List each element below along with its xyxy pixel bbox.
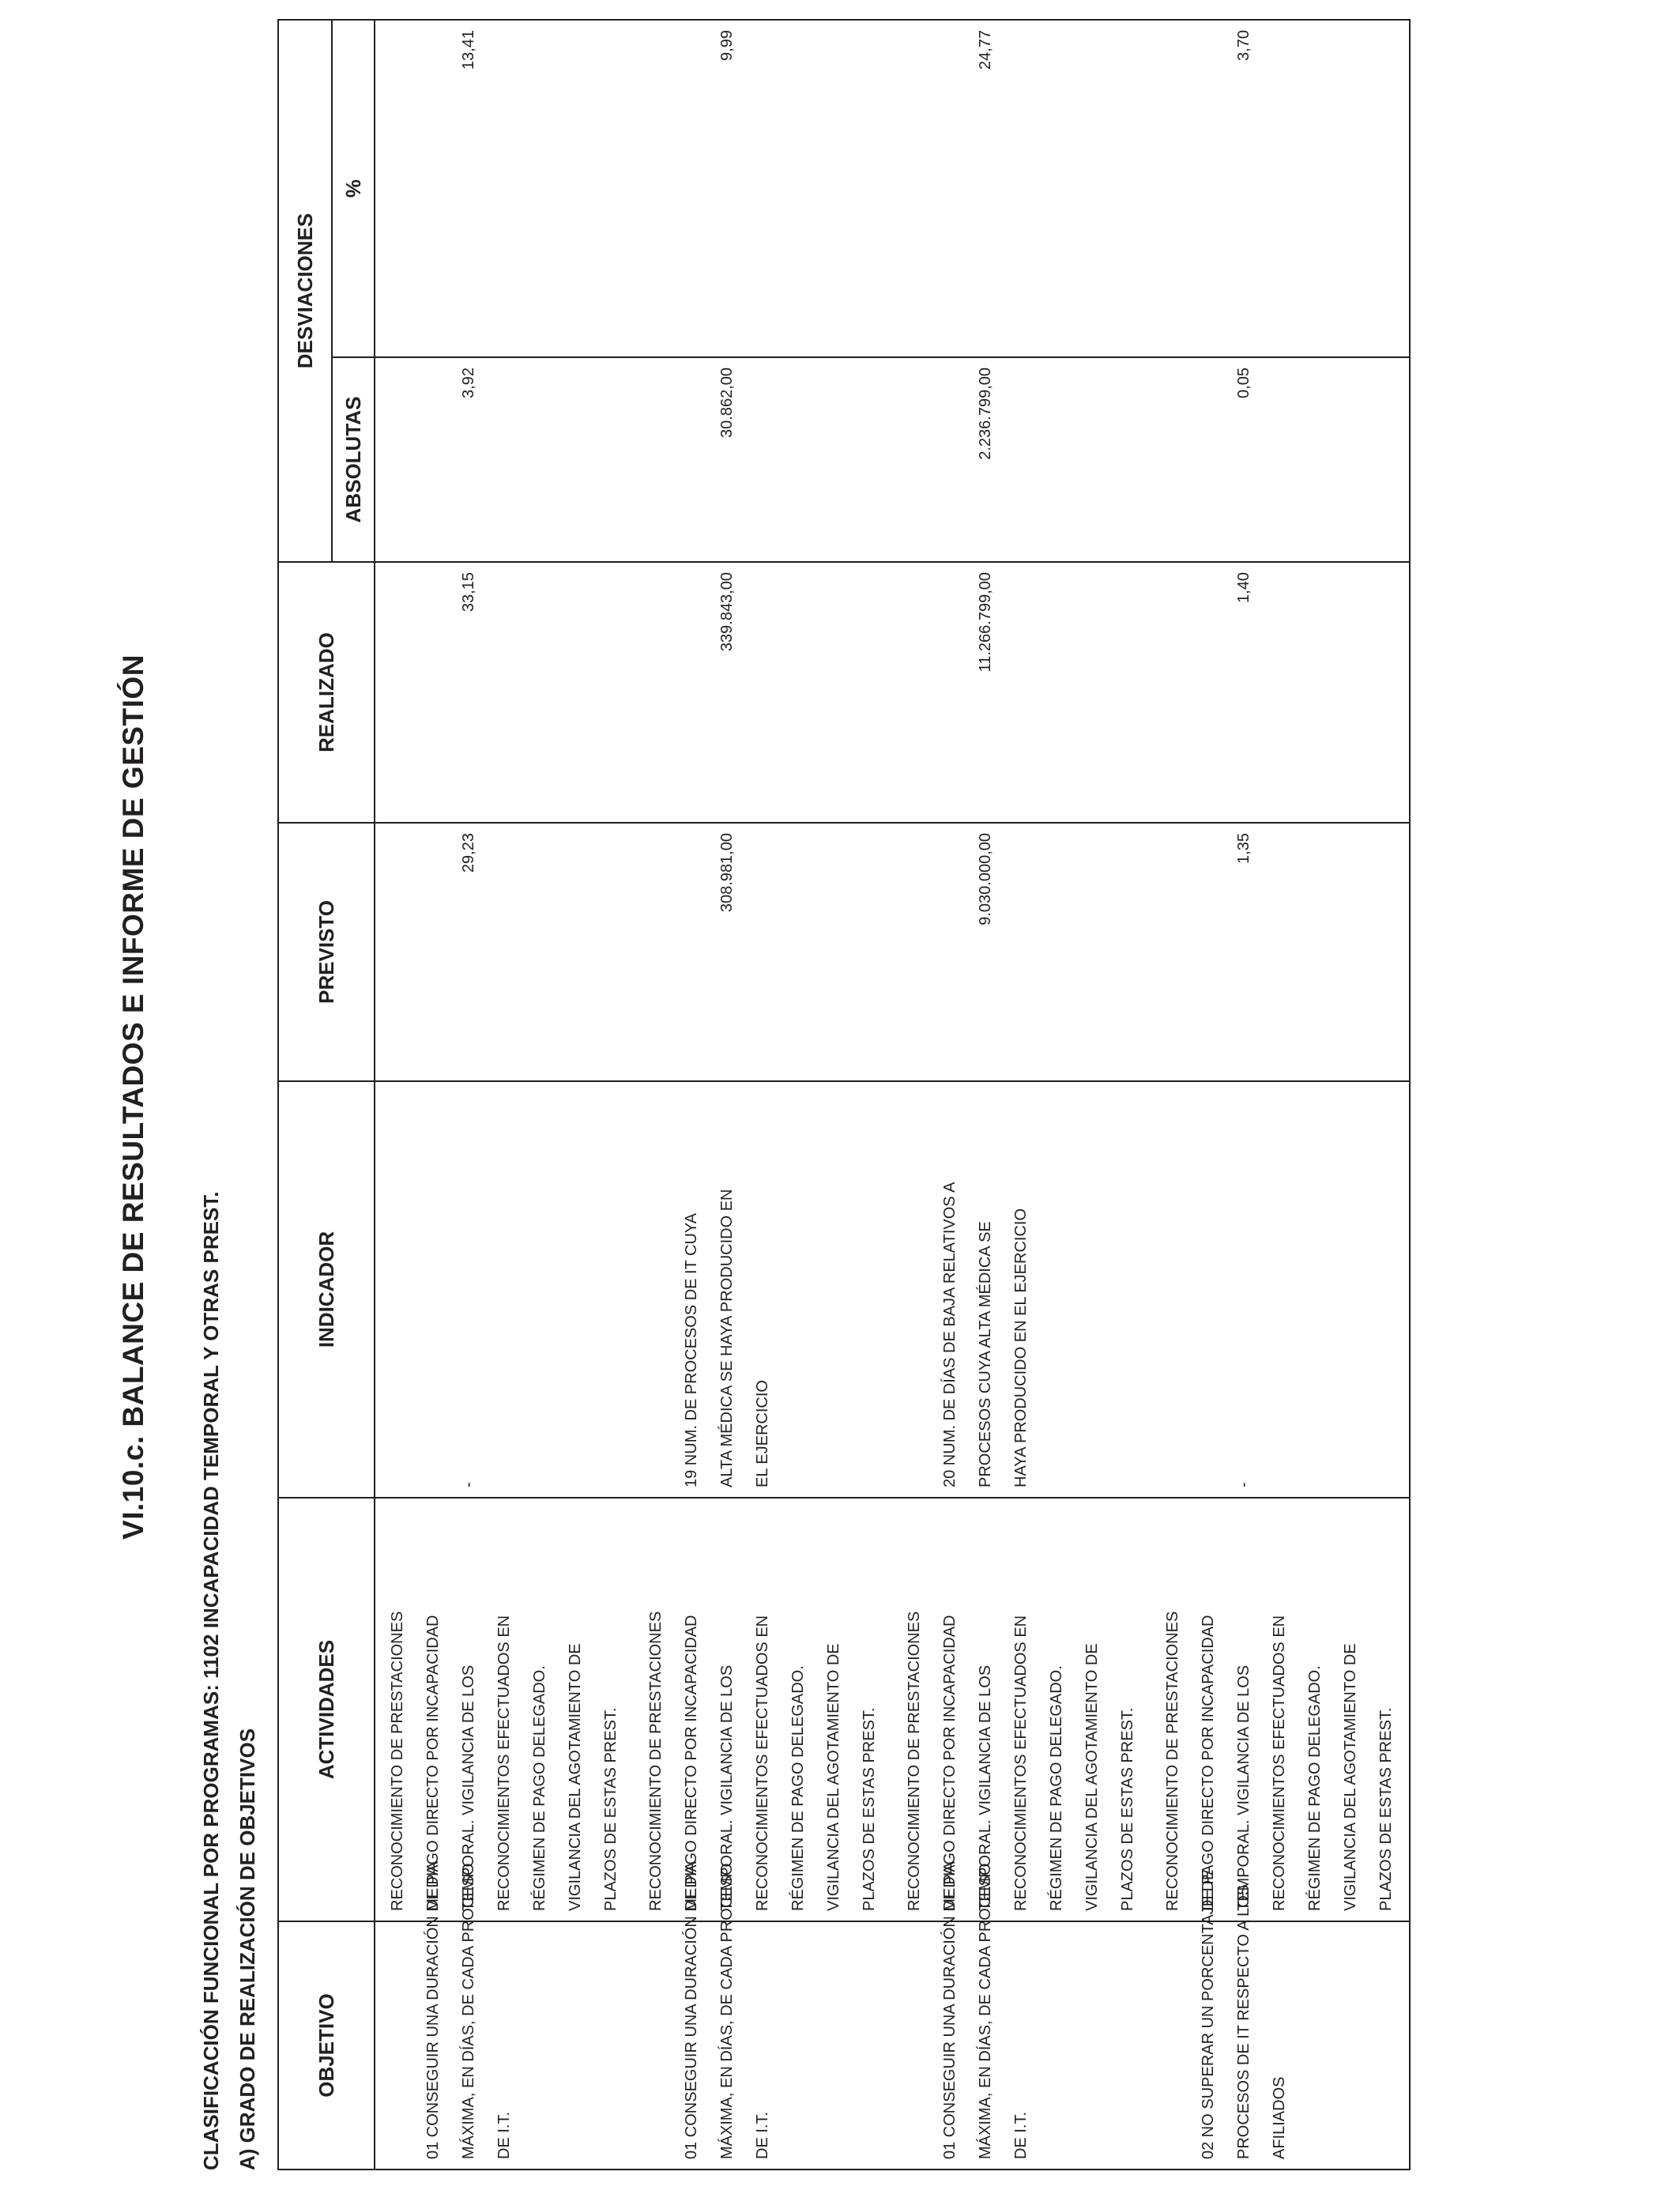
objetivo-text: MÁXIMA, EN DÍAS, DE CADA PROCESO — [718, 1863, 736, 2159]
realizado-text — [1155, 572, 1191, 812]
cell-objetivo — [892, 1861, 1151, 2169]
realizado-text — [674, 572, 710, 812]
realizado-text: 11.266.799,00 — [977, 572, 994, 673]
actividades-text: TEMPORAL. VIGILANCIA DE LOS — [460, 1664, 477, 1911]
realizado-text — [380, 572, 416, 812]
actividades-text: PLAZOS DE ESTAS PREST. — [602, 1707, 620, 1911]
indicador-text — [638, 1088, 674, 1487]
cell-objetivo — [375, 1861, 634, 2169]
table-row — [892, 20, 1151, 2169]
absolutas-text — [674, 368, 710, 552]
actividades-text: DE PAGO DIRECTO POR INCAPACIDAD — [424, 1615, 442, 1911]
header-absolutas: ABSOLUTAS — [332, 357, 375, 562]
program-subtitle: CLASIFICACIÓN FUNCIONAL POR PROGRAMAS: 1102 INCAPACIDAD TEMPORAL Y OTRAS PREST. — [199, 1191, 223, 2170]
section-heading: A) GRADO DE REALIZACIÓN DE OBJETIVOS — [235, 1728, 259, 2170]
actividades-text: DE PAGO DIRECTO POR INCAPACIDAD — [683, 1615, 700, 1911]
indicador-text: ALTA MÉDICA SE HAYA PRODUCIDO EN — [718, 1189, 736, 1487]
cell-previsto — [375, 823, 634, 1081]
indicador-text — [380, 1088, 416, 1487]
indicador-text — [1191, 1088, 1226, 1487]
porcentaje-text — [1191, 30, 1226, 347]
cell-objetivo — [1151, 1869, 1410, 2169]
porcentaje-text — [380, 30, 416, 347]
objetivo-text: 01 CONSEGUIR UNA DURACIÓN MEDIA — [424, 1861, 442, 2159]
indicador-text: EL EJERCICIO — [754, 1380, 771, 1487]
previsto-text — [1191, 833, 1226, 1071]
porcentaje-text: 13,41 — [460, 30, 477, 70]
previsto-text: 308.981,00 — [718, 833, 736, 913]
cell-realizado — [634, 562, 892, 823]
objetivo-text: MÁXIMA, EN DÍAS, DE CADA PROCESO — [460, 1863, 477, 2159]
header-indicador: INDICADOR — [278, 1081, 375, 1498]
actividades-text: PLAZOS DE ESTAS PREST. — [1119, 1707, 1136, 1911]
cell-actividades — [892, 1498, 1151, 1921]
cell-indicador — [1151, 1081, 1410, 1498]
porcentaje-text — [416, 30, 451, 347]
actividades-text: PLAZOS DE ESTAS PREST. — [1377, 1707, 1395, 1911]
cell-absolutas — [1151, 357, 1410, 562]
previsto-text: 29,23 — [460, 833, 477, 873]
indicador-text: - — [1235, 1482, 1252, 1487]
header-realizado: REALIZADO — [278, 562, 375, 823]
cell-indicador — [634, 1081, 892, 1498]
absolutas-text: 0,05 — [1235, 368, 1252, 398]
actividades-text: RECONOCIMIENTOS EFECTUADOS EN — [495, 1615, 513, 1911]
table-row — [375, 20, 634, 2169]
objetivo-text — [897, 1928, 932, 2159]
previsto-text: 1,35 — [1235, 833, 1252, 864]
objetivo-text: DE I.T. — [754, 2111, 771, 2159]
cell-porcentaje — [375, 20, 634, 357]
objetivo-text: AFILIADOS — [1271, 2076, 1288, 2159]
porcentaje-text — [674, 30, 710, 347]
actividades-text: RECONOCIMIENTOS EFECTUADOS EN — [1271, 1615, 1288, 1911]
cell-porcentaje — [892, 20, 1151, 357]
header-row — [278, 20, 332, 2169]
cell-porcentaje — [634, 20, 892, 357]
porcentaje-text — [1155, 30, 1191, 347]
objetivo-text: PROCESOS DE IT RESPECTO A LOS — [1235, 1884, 1252, 2159]
porcentaje-text: 24,77 — [977, 30, 994, 70]
absolutas-text — [1155, 368, 1191, 552]
absolutas-text: 3,92 — [460, 368, 477, 398]
actividades-text: VIGILANCIA DEL AGOTAMIENTO DE — [1083, 1643, 1101, 1911]
porcentaje-text — [897, 30, 932, 347]
indicador-text: 19 NUM. DE PROCESOS DE IT CUYA — [683, 1212, 700, 1487]
realizado-text — [638, 572, 674, 812]
realizado-text: 1,40 — [1235, 572, 1252, 603]
absolutas-text — [638, 368, 674, 552]
indicador-text — [897, 1088, 932, 1487]
cell-actividades — [634, 1498, 892, 1921]
cell-objetivo — [634, 1861, 892, 2169]
actividades-text: RECONOCIMIENTO DE PRESTACIONES — [389, 1611, 406, 1911]
previsto-text — [416, 833, 451, 1071]
actividades-text: TEMPORAL. VIGILANCIA DE LOS — [977, 1664, 994, 1911]
actividades-text: RECONOCIMIENTO DE PRESTACIONES — [647, 1611, 665, 1911]
previsto-text — [897, 833, 932, 1071]
indicador-text — [1155, 1088, 1191, 1487]
actividades-text: RÉGIMEN DE PAGO DELEGADO. — [1306, 1665, 1324, 1911]
actividades-text: VIGILANCIA DEL AGOTAMIENTO DE — [567, 1643, 584, 1911]
actividades-text: DE PAGO DIRECTO POR INCAPACIDAD — [941, 1615, 959, 1911]
absolutas-text — [897, 368, 932, 552]
absolutas-text — [1191, 368, 1226, 552]
header-objetivo: OBJETIVO — [278, 1921, 375, 2169]
objetivo-text: 02 NO SUPERAR UN PORCENTAJE DE — [1200, 1869, 1217, 2159]
objetivo-text: 01 CONSEGUIR UNA DURACIÓN MEDIA — [941, 1861, 959, 2159]
cell-indicador — [892, 1081, 1151, 1498]
header-desviaciones: DESVIACIONES — [278, 20, 332, 562]
header-previsto: PREVISTO — [278, 823, 375, 1081]
indicador-text: PROCESOS CUYA ALTA MÉDICA SE — [977, 1221, 994, 1487]
actividades-text: RÉGIMEN DE PAGO DELEGADO. — [789, 1665, 807, 1911]
indicador-text: 20 NUM. DE DÍAS DE BAJA RELATIVOS A — [941, 1182, 959, 1487]
objetivo-text — [638, 1928, 674, 2159]
absolutas-text — [380, 368, 416, 552]
objetivo-text: DE I.T. — [495, 2111, 513, 2159]
realizado-text: 339.843,00 — [718, 572, 736, 652]
actividades-text: RECONOCIMIENTO DE PRESTACIONES — [1164, 1611, 1181, 1911]
actividades-text: RÉGIMEN DE PAGO DELEGADO. — [531, 1665, 548, 1911]
cell-actividades — [375, 1498, 634, 1921]
actividades-text: RÉGIMEN DE PAGO DELEGADO. — [1048, 1665, 1065, 1911]
cell-indicador — [375, 1081, 634, 1498]
cell-absolutas — [634, 357, 892, 562]
previsto-text: 9.030.000,00 — [977, 833, 994, 925]
cell-previsto — [634, 823, 892, 1081]
actividades-text: PLAZOS DE ESTAS PREST. — [861, 1707, 878, 1911]
porcentaje-text — [932, 30, 968, 347]
objetivo-text: DE I.T. — [1012, 2111, 1030, 2159]
table-row — [1151, 20, 1410, 2169]
objetivo-text — [1155, 1928, 1191, 2159]
absolutas-text: 30.862,00 — [718, 368, 736, 438]
actividades-text: RECONOCIMIENTOS EFECTUADOS EN — [1012, 1615, 1030, 1911]
cell-realizado — [375, 562, 634, 823]
header-actividades: ACTIVIDADES — [278, 1498, 375, 1921]
indicador-text: - — [460, 1482, 477, 1487]
absolutas-text: 2.236.799,00 — [977, 368, 994, 460]
actividades-text: VIGILANCIA DEL AGOTAMIENTO DE — [825, 1643, 842, 1911]
realizado-text: 33,15 — [460, 572, 477, 613]
objectives-table — [277, 19, 1411, 2170]
cell-actividades — [1151, 1498, 1410, 1921]
actividades-text: VIGILANCIA DEL AGOTAMIENTO DE — [1342, 1643, 1359, 1911]
cell-absolutas — [375, 357, 634, 562]
absolutas-text — [416, 368, 451, 552]
table-body — [375, 20, 1410, 2169]
previsto-text — [932, 833, 968, 1071]
indicador-text: HAYA PRODUCIDO EN EL EJERCICIO — [1012, 1208, 1030, 1487]
cell-porcentaje — [1151, 20, 1410, 357]
cell-realizado — [892, 562, 1151, 823]
objetivo-text: MÁXIMA, EN DÍAS, DE CADA PROCESO — [977, 1863, 994, 2159]
cell-previsto — [1151, 823, 1410, 1081]
previsto-text — [380, 833, 416, 1071]
page-title: VI.10.c. BALANCE DE RESULTADOS E INFORME DE GESTIÓN — [117, 654, 149, 1540]
absolutas-text — [932, 368, 968, 552]
indicador-text — [416, 1088, 451, 1487]
cell-previsto — [892, 823, 1151, 1081]
porcentaje-text: 3,70 — [1235, 30, 1252, 61]
realizado-text — [897, 572, 932, 812]
previsto-text — [638, 833, 674, 1071]
cell-absolutas — [892, 357, 1151, 562]
actividades-text: RECONOCIMIENTO DE PRESTACIONES — [906, 1611, 923, 1911]
realizado-text — [1191, 572, 1226, 812]
porcentaje-text — [638, 30, 674, 347]
table-row — [634, 20, 892, 2169]
cell-realizado — [1151, 562, 1410, 823]
objetivo-text — [380, 1928, 416, 2159]
actividades-text: TEMPORAL. VIGILANCIA DE LOS — [718, 1664, 736, 1911]
actividades-text: TEMPORAL. VIGILANCIA DE LOS — [1235, 1664, 1252, 1911]
actividades-text: DE PAGO DIRECTO POR INCAPACIDAD — [1200, 1615, 1217, 1911]
previsto-text — [1155, 833, 1191, 1071]
realizado-text — [416, 572, 451, 812]
porcentaje-text: 9,99 — [718, 30, 736, 61]
previsto-text — [674, 833, 710, 1071]
realizado-text — [932, 572, 968, 812]
header-porcentaje: % — [332, 20, 375, 357]
objetivo-text: 01 CONSEGUIR UNA DURACIÓN MEDIA — [683, 1861, 700, 2159]
actividades-text: RECONOCIMIENTOS EFECTUADOS EN — [754, 1615, 771, 1911]
